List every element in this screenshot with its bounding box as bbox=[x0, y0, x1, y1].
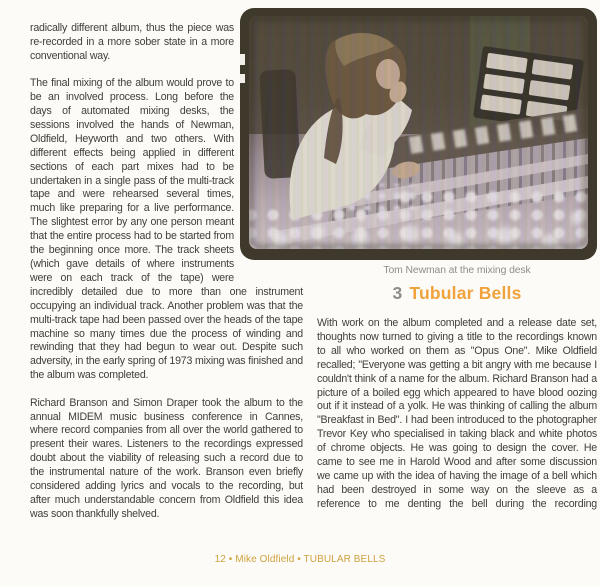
right-text-column bbox=[317, 265, 597, 512]
section-heading bbox=[317, 283, 597, 304]
paragraph-final-mixing: The final mixing of the album would prove to be an involved process. Long before the days of automated mixing desks, the sessions involved the hands of Newman, Oldfield, Heyworth and two others. With different effects being applied in different sections of each part mixes had to be undertaken in a single pass of the multi-track tape and were rehearsed several times, much like preparing for a live performance. The slightest error by any one person meant that the entire process had to be started from the beginning once more. The track sheets (which gave details of where instruments were on each track of the tape) were incredibly detailed due to more than one instrument occupying an individual track. Another problem was that the multi-track tape had been passed over the heads of the tape machine so many times due the process of winding and rewinding that they had begun to wear out. Despite such adversity, in the early spring of 1973 mixing was finished and the album was completed. bbox=[30, 77, 303, 382]
section-title: Tubular Bells bbox=[409, 283, 522, 303]
section-number: 3 bbox=[392, 283, 403, 303]
paragraph-recording-continued: radically different album, thus the piece was re-recorded in a more sober state in a more conventional way. bbox=[30, 22, 234, 62]
photo-caption: Tom Newman at the mixing desk bbox=[383, 265, 531, 276]
page-footer: 12 • Mike Oldfield • TUBULAR BELLS bbox=[214, 554, 386, 565]
paragraph-midem: Richard Branson and Simon Draper took the album to the annual MIDEM music business conference in Cannes, where record companies from all over the world gathered to present their wares. Listeners to the recordings expressed doubt about the viability of releasing such a record due to the instrumental nature of the work. Branson even briefly considered adding lyrics and vocals to the recording, but after much understandable concern from Oldfield this idea was soon thankfully shelved. bbox=[30, 396, 303, 520]
paragraph-naming-the-album: With work on the album completed and a release date set, thoughts now turned to giving a title to the recordings known to all who worked on them as "Opus One". Mike Oldfield recalled; "Everyone was getting a bit angry with me because I couldn't think of a name for the album. Richard Branson had a picture of a boiled egg which appeared to have blood oozing out if it instead of a yolk. He was thinking of calling the album "Breakfast in Bed". I had been introduced to the photographer Trevor Key who specialised in taking black and white photos of chrome objects. He was going to design the cover. He came to see me in Harold Wood and after some discussion we came up with the idea of having the image of a bell which had been destroyed in some way on the sleeve as a reference to me denting the bell during the recording bbox=[317, 317, 597, 510]
mixing-desk-photo bbox=[240, 8, 597, 260]
